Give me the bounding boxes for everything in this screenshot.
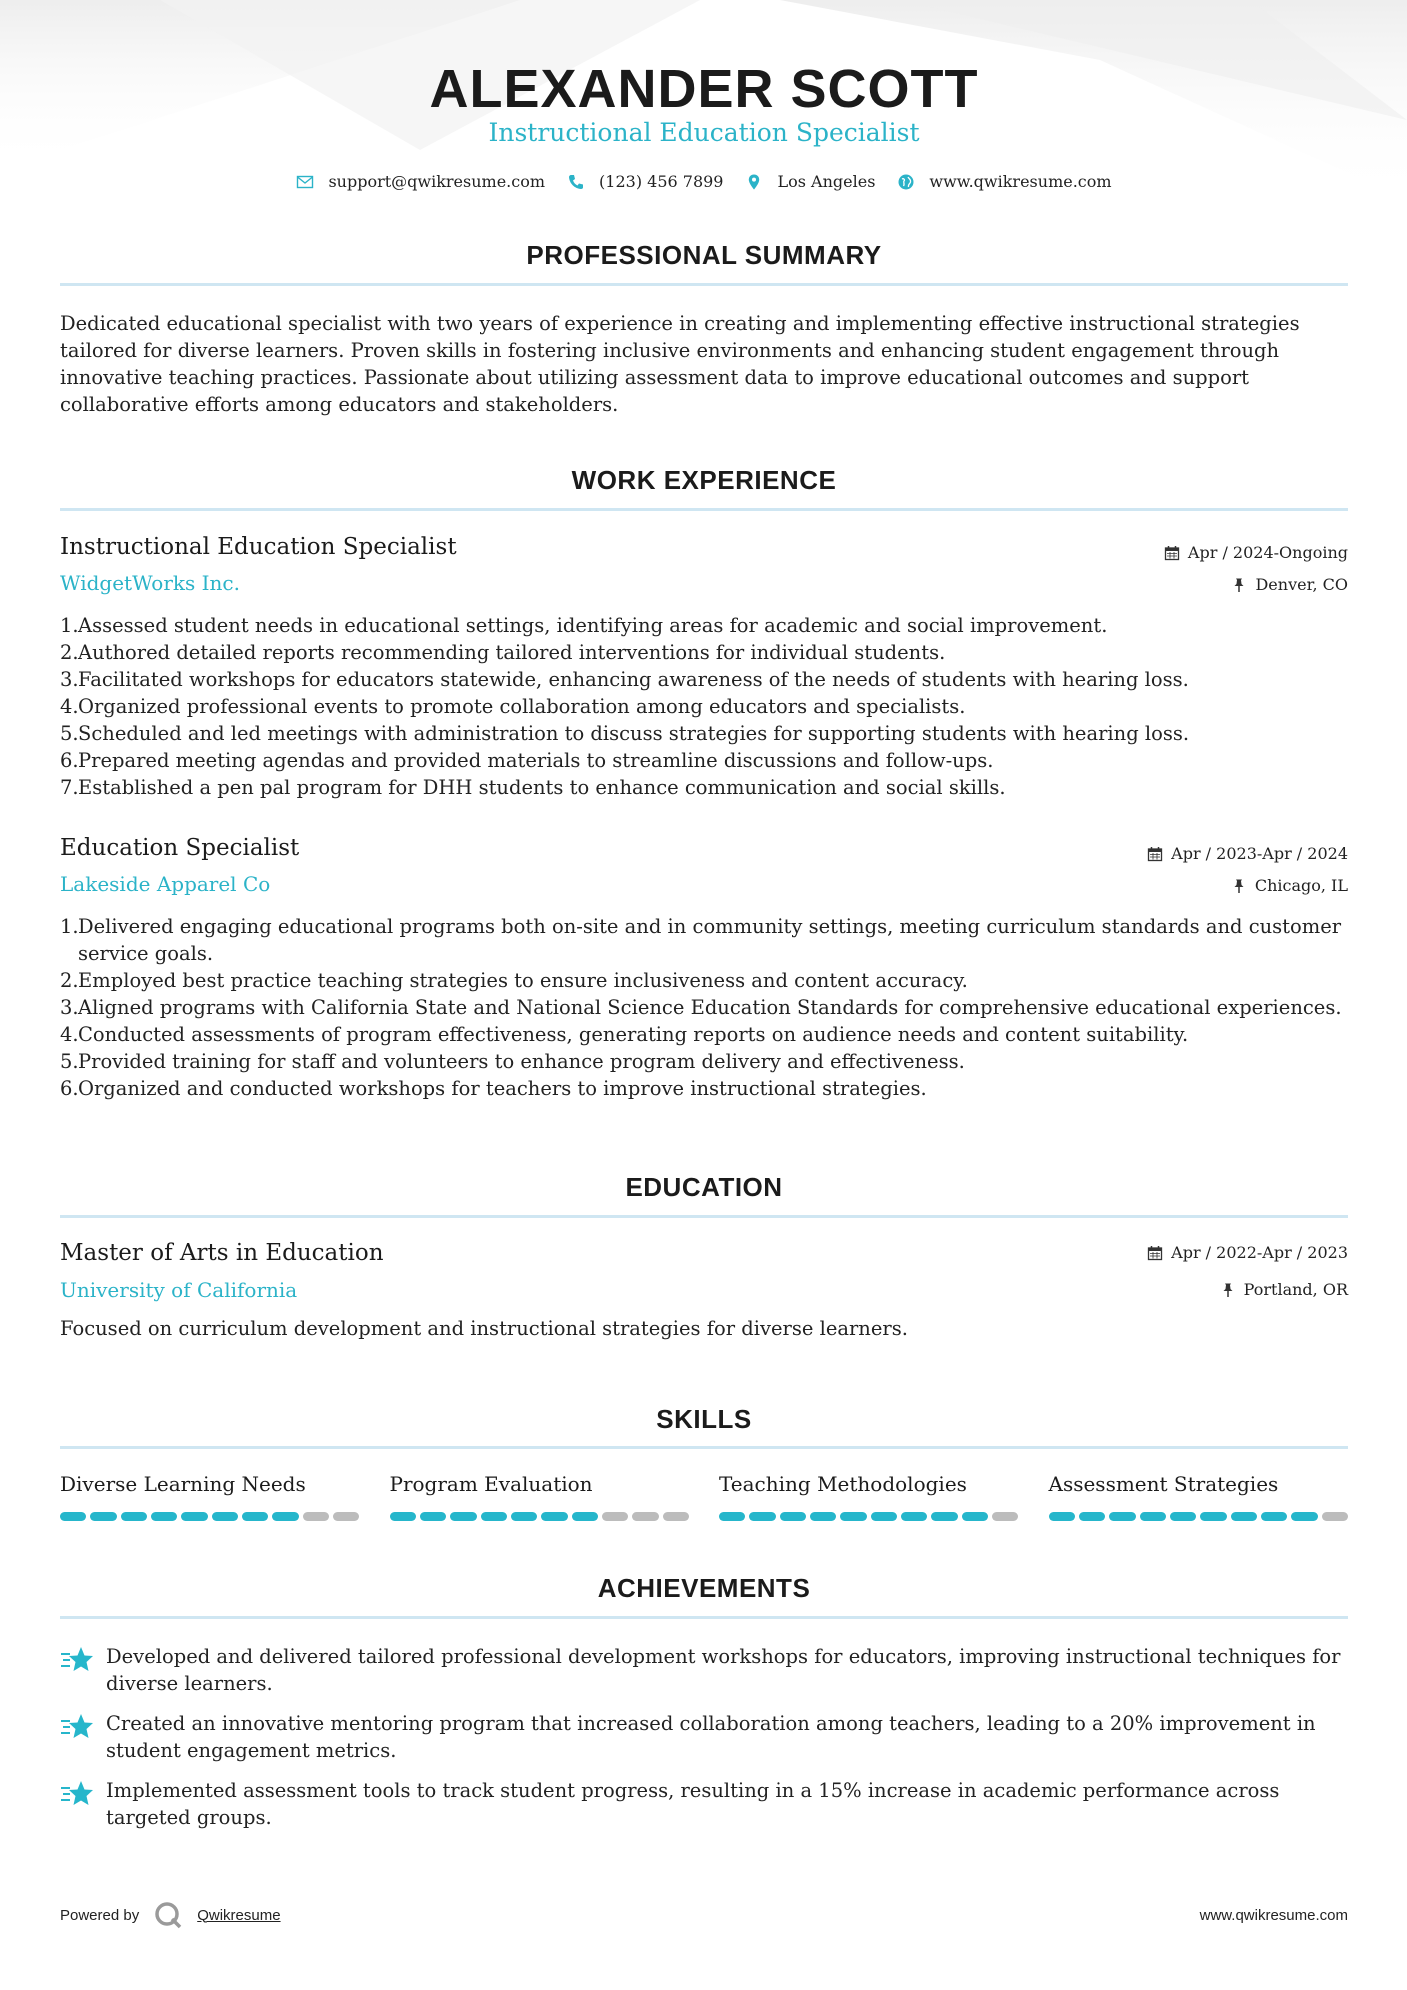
summary-text: Dedicated educational specialist with two years of experience in creating and implementing effective instructional strategies tailored for diverse learners. Proven skills in fostering inclusive environments and enhancing student engagement through innovative teaching practices. Passionate about utilizing assessment data to improve educational outcomes and support collaborative efforts among educators and stakeholders. bbox=[60, 312, 1300, 416]
skill-segment-filled bbox=[572, 1512, 598, 1521]
list-item: Facilitated workshops for educators statewide, enhancing awareness of the needs of students with hearing loss. bbox=[78, 668, 1189, 691]
skill-segment-filled bbox=[1170, 1512, 1196, 1521]
footer bbox=[60, 1900, 1348, 1930]
contact-location-text: Los Angeles bbox=[777, 172, 876, 191]
list-item: Prepared meeting agendas and provided materials to streamline discussions and follow-ups. bbox=[78, 749, 994, 772]
pushpin-icon bbox=[1231, 577, 1247, 593]
contact-email-text: support@qwikresume.com bbox=[328, 172, 546, 191]
calendar-icon bbox=[1147, 1245, 1163, 1261]
job-location bbox=[1231, 876, 1348, 895]
powered-by-label: Powered by bbox=[60, 1906, 140, 1924]
powered-by bbox=[60, 1900, 281, 1930]
job-location-text: Denver, CO bbox=[1255, 575, 1348, 594]
job-location-text: Chicago, IL bbox=[1254, 876, 1348, 895]
education-divider bbox=[60, 1215, 1348, 1218]
company-name: WidgetWorks Inc. bbox=[60, 571, 240, 595]
education-location bbox=[1220, 1280, 1348, 1299]
job-responsibilities bbox=[60, 913, 1366, 1102]
list-item: Aligned programs with California State and National Science Education Standards for comprehensive educational experiences. bbox=[78, 996, 1342, 1019]
skills-list bbox=[60, 1472, 1348, 1521]
achievement-text: Created an innovative mentoring program that increased collaboration among teachers, leading to a 20% improvement in student engagement metrics. bbox=[106, 1712, 1316, 1762]
skill-segment-filled bbox=[871, 1512, 897, 1521]
skill-segment-filled bbox=[90, 1512, 116, 1521]
list-item: Organized professional events to promote collaboration among educators and specialists. bbox=[78, 695, 966, 718]
skill-segment-empty bbox=[1322, 1512, 1348, 1521]
achievements-divider bbox=[60, 1616, 1348, 1619]
contact-email[interactable] bbox=[296, 172, 545, 191]
skill-name: Assessment Strategies bbox=[1048, 1472, 1279, 1496]
achievement-item bbox=[60, 1777, 1348, 1831]
pushpin-icon bbox=[1231, 878, 1247, 894]
skill-name: Diverse Learning Needs bbox=[60, 1472, 306, 1496]
skill-level-bar bbox=[1049, 1512, 1349, 1521]
skill-name: Teaching Methodologies bbox=[719, 1472, 967, 1496]
job-responsibilities bbox=[60, 612, 1366, 801]
skill-segment-filled bbox=[420, 1512, 446, 1521]
list-item: Established a pen pal program for DHH students to enhance communication and social skills. bbox=[78, 776, 1006, 799]
skill-segment-filled bbox=[1200, 1512, 1226, 1521]
pushpin-icon bbox=[1220, 1282, 1236, 1298]
star-award-icon bbox=[60, 1645, 94, 1675]
map-pin-icon bbox=[745, 173, 763, 191]
education-location-text: Portland, OR bbox=[1243, 1280, 1348, 1299]
education-dates-text: Apr / 2022-Apr / 2023 bbox=[1171, 1243, 1348, 1262]
achievement-text: Developed and delivered tailored professional development workshops for educators, improving instructional techniques for diverse learners. bbox=[106, 1645, 1341, 1695]
job-title: Instructional Education Specialist bbox=[60, 534, 457, 560]
skill-segment-empty bbox=[992, 1512, 1018, 1521]
contact-location bbox=[745, 172, 875, 191]
qwikresume-link[interactable]: Qwikresume bbox=[197, 1906, 281, 1924]
skill-segment-empty bbox=[663, 1512, 689, 1521]
phone-icon bbox=[567, 173, 585, 191]
skill-segment-filled bbox=[719, 1512, 745, 1521]
skill-segment-filled bbox=[901, 1512, 927, 1521]
education-dates bbox=[1147, 1243, 1348, 1262]
skill-segment-filled bbox=[810, 1512, 836, 1521]
qwikresume-logo-icon bbox=[153, 1900, 183, 1930]
degree-title: Master of Arts in Education bbox=[60, 1240, 384, 1266]
achievement-item bbox=[60, 1643, 1348, 1697]
skill-segment-filled bbox=[931, 1512, 957, 1521]
job-dates-text: Apr / 2024-Ongoing bbox=[1187, 543, 1348, 562]
summary-divider bbox=[60, 283, 1348, 286]
achievement-item bbox=[60, 1710, 1348, 1764]
skill-item bbox=[60, 1472, 360, 1521]
list-item: Assessed student needs in educational settings, identifying areas for academic and social improvement. bbox=[78, 614, 1108, 637]
star-award-icon bbox=[60, 1712, 94, 1742]
skill-item bbox=[1049, 1472, 1349, 1521]
skills-heading: SKILLS bbox=[656, 1404, 752, 1434]
skill-level-bar bbox=[719, 1512, 1019, 1521]
calendar-icon bbox=[1147, 846, 1163, 862]
candidate-name: ALEXANDER SCOTT bbox=[429, 59, 979, 119]
skill-segment-filled bbox=[1140, 1512, 1166, 1521]
skill-segment-filled bbox=[1079, 1512, 1105, 1521]
skill-segment-filled bbox=[1291, 1512, 1317, 1521]
skill-segment-empty bbox=[333, 1512, 359, 1521]
list-item: Conducted assessments of program effectiveness, generating reports on audience needs and content suitability. bbox=[78, 1023, 1189, 1046]
skill-segment-filled bbox=[390, 1512, 416, 1521]
skills-divider bbox=[60, 1446, 1348, 1449]
contact-phone[interactable] bbox=[567, 172, 723, 191]
achievement-text: Implemented assessment tools to track student progress, resulting in a 15% increase in academic performance across targeted groups. bbox=[106, 1779, 1280, 1829]
experience-divider bbox=[60, 508, 1348, 511]
list-item: Delivered engaging educational programs both on-site and in community settings, meeting curriculum standards and customer service goals. bbox=[78, 915, 1342, 965]
job-dates bbox=[1164, 543, 1348, 562]
job-dates bbox=[1147, 844, 1348, 863]
skill-segment-filled bbox=[212, 1512, 238, 1521]
skill-name: Program Evaluation bbox=[389, 1472, 593, 1496]
envelope-icon bbox=[296, 173, 314, 191]
globe-icon bbox=[897, 173, 915, 191]
job-location bbox=[1231, 575, 1348, 594]
contact-website[interactable] bbox=[897, 172, 1111, 191]
skill-segment-empty bbox=[632, 1512, 658, 1521]
skill-segment-filled bbox=[1109, 1512, 1135, 1521]
calendar-icon bbox=[1164, 545, 1180, 561]
skill-segment-filled bbox=[242, 1512, 268, 1521]
skill-segment-filled bbox=[272, 1512, 298, 1521]
skill-segment-filled bbox=[780, 1512, 806, 1521]
skill-segment-filled bbox=[749, 1512, 775, 1521]
list-item: Employed best practice teaching strategies to ensure inclusiveness and content accuracy. bbox=[78, 969, 968, 992]
star-award-icon bbox=[60, 1779, 94, 1809]
contact-website-text: www.qwikresume.com bbox=[929, 172, 1112, 191]
skill-segment-filled bbox=[1261, 1512, 1287, 1521]
skill-level-bar bbox=[390, 1512, 690, 1521]
skill-level-bar bbox=[60, 1512, 360, 1521]
skill-segment-filled bbox=[541, 1512, 567, 1521]
list-item: Organized and conducted workshops for teachers to improve instructional strategies. bbox=[78, 1077, 927, 1100]
skill-segment-filled bbox=[60, 1512, 86, 1521]
skill-segment-filled bbox=[1049, 1512, 1075, 1521]
list-item: Scheduled and led meetings with administration to discuss strategies for supporting students with hearing loss. bbox=[78, 722, 1190, 745]
job-title: Education Specialist bbox=[60, 835, 300, 861]
candidate-title: Instructional Education Specialist bbox=[488, 118, 920, 147]
company-name: Lakeside Apparel Co bbox=[60, 872, 271, 896]
skill-segment-filled bbox=[481, 1512, 507, 1521]
achievements-heading: ACHIEVEMENTS bbox=[597, 1573, 811, 1603]
contact-phone-text: (123) 456 7899 bbox=[599, 172, 724, 191]
education-heading: EDUCATION bbox=[625, 1172, 783, 1202]
skill-segment-empty bbox=[303, 1512, 329, 1521]
list-item: Provided training for staff and volunteers to enhance program delivery and effectiveness. bbox=[78, 1050, 965, 1073]
skill-item bbox=[390, 1472, 690, 1521]
skill-segment-filled bbox=[450, 1512, 476, 1521]
skill-item bbox=[719, 1472, 1019, 1521]
skill-segment-filled bbox=[840, 1512, 866, 1521]
skill-segment-filled bbox=[151, 1512, 177, 1521]
list-item: Authored detailed reports recommending tailored interventions for individual students. bbox=[78, 641, 946, 664]
skill-segment-filled bbox=[181, 1512, 207, 1521]
skill-segment-filled bbox=[962, 1512, 988, 1521]
skill-segment-filled bbox=[121, 1512, 147, 1521]
education-description: Focused on curriculum development and instructional strategies for diverse learners. bbox=[60, 1317, 908, 1340]
job-dates-text: Apr / 2023-Apr / 2024 bbox=[1171, 844, 1348, 863]
footer-website[interactable]: www.qwikresume.com bbox=[1199, 1906, 1348, 1924]
experience-heading: WORK EXPERIENCE bbox=[571, 465, 837, 495]
school-name: University of California bbox=[60, 1278, 298, 1302]
skill-segment-empty bbox=[602, 1512, 628, 1521]
contact-bar bbox=[60, 172, 1348, 191]
skill-segment-filled bbox=[511, 1512, 537, 1521]
summary-heading: PROFESSIONAL SUMMARY bbox=[526, 240, 882, 270]
skill-segment-filled bbox=[1231, 1512, 1257, 1521]
